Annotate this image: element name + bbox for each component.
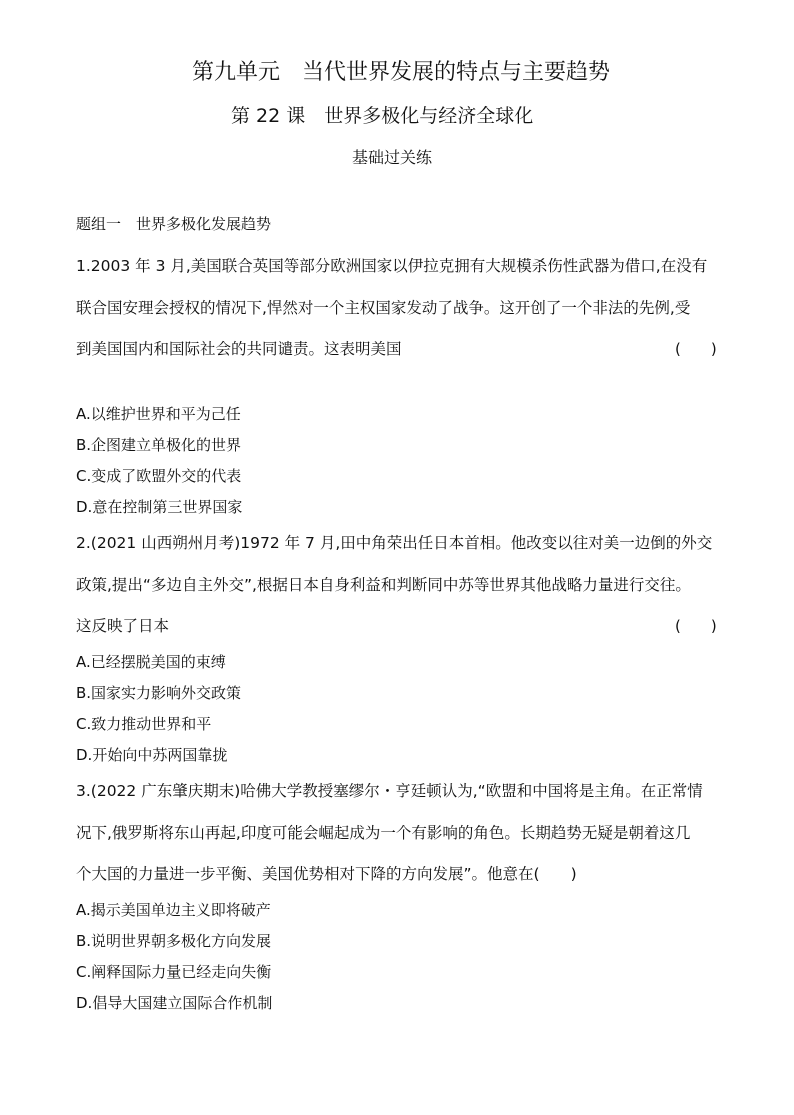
option-c: C.致力推动世界和平: [76, 715, 212, 733]
option-a: A.以维护世界和平为己任: [76, 405, 241, 423]
answer-blank: ( ): [675, 340, 717, 358]
question-line: 况下,俄罗斯将东山再起,印度可能会崛起成为一个有影响的角色。长期趋势无疑是朝着这几: [76, 824, 691, 842]
option-a: A.揭示美国单边主义即将破产: [76, 901, 271, 919]
question-line: 1.2003 年 3 月,美国联合英国等部分欧洲国家以伊拉克拥有大规模杀伤性武器为借口,在没有: [76, 257, 708, 275]
lesson-title: 第 22 课 世界多极化与经济全球化: [231, 105, 534, 127]
question-line: 联合国安理会授权的情况下,悍然对一个主权国家发动了战争。这开创了一个非法的先例,受: [76, 299, 691, 317]
unit-title: 第九单元 当代世界发展的特点与主要趋势: [192, 60, 611, 85]
option-c: C.阐释国际力量已经走向失衡: [76, 963, 272, 981]
question-line: 到美国国内和国际社会的共同谴责。这表明美国: [76, 340, 402, 358]
option-a: A.已经摆脱美国的束缚: [76, 653, 226, 671]
answer-blank: ( ): [675, 617, 717, 635]
option-d: D.意在控制第三世界国家: [76, 498, 243, 516]
exercise-subtitle: 基础过关练: [352, 148, 433, 167]
question-group-title: 题组一 世界多极化发展趋势: [76, 215, 272, 233]
option-d: D.开始向中苏两国靠拢: [76, 746, 228, 764]
option-c: C.变成了欧盟外交的代表: [76, 467, 242, 485]
question-line: 这反映了日本: [76, 617, 170, 635]
question-line: 政策,提出“多边自主外交”,根据日本自身利益和判断同中苏等世界其他战略力量进行交往。: [76, 576, 691, 594]
option-b: B.企图建立单极化的世界: [76, 436, 242, 454]
question-line: 2.(2021 山西朔州月考)1972 年 7 月,田中角荣出任日本首相。他改变以往对美一边倒的外交: [76, 534, 713, 552]
option-b: B.国家实力影响外交政策: [76, 684, 242, 702]
option-b: B.说明世界朝多极化方向发展: [76, 932, 272, 950]
option-d: D.倡导大国建立国际合作机制: [76, 994, 273, 1012]
question-line: 个大国的力量进一步平衡、美国优势相对下降的方向发展”。他意在( ): [76, 865, 577, 883]
question-line: 3.(2022 广东肇庆期末)哈佛大学教授塞缪尔・亨廷顿认为,“欧盟和中国将是主角。在正常情: [76, 782, 703, 800]
